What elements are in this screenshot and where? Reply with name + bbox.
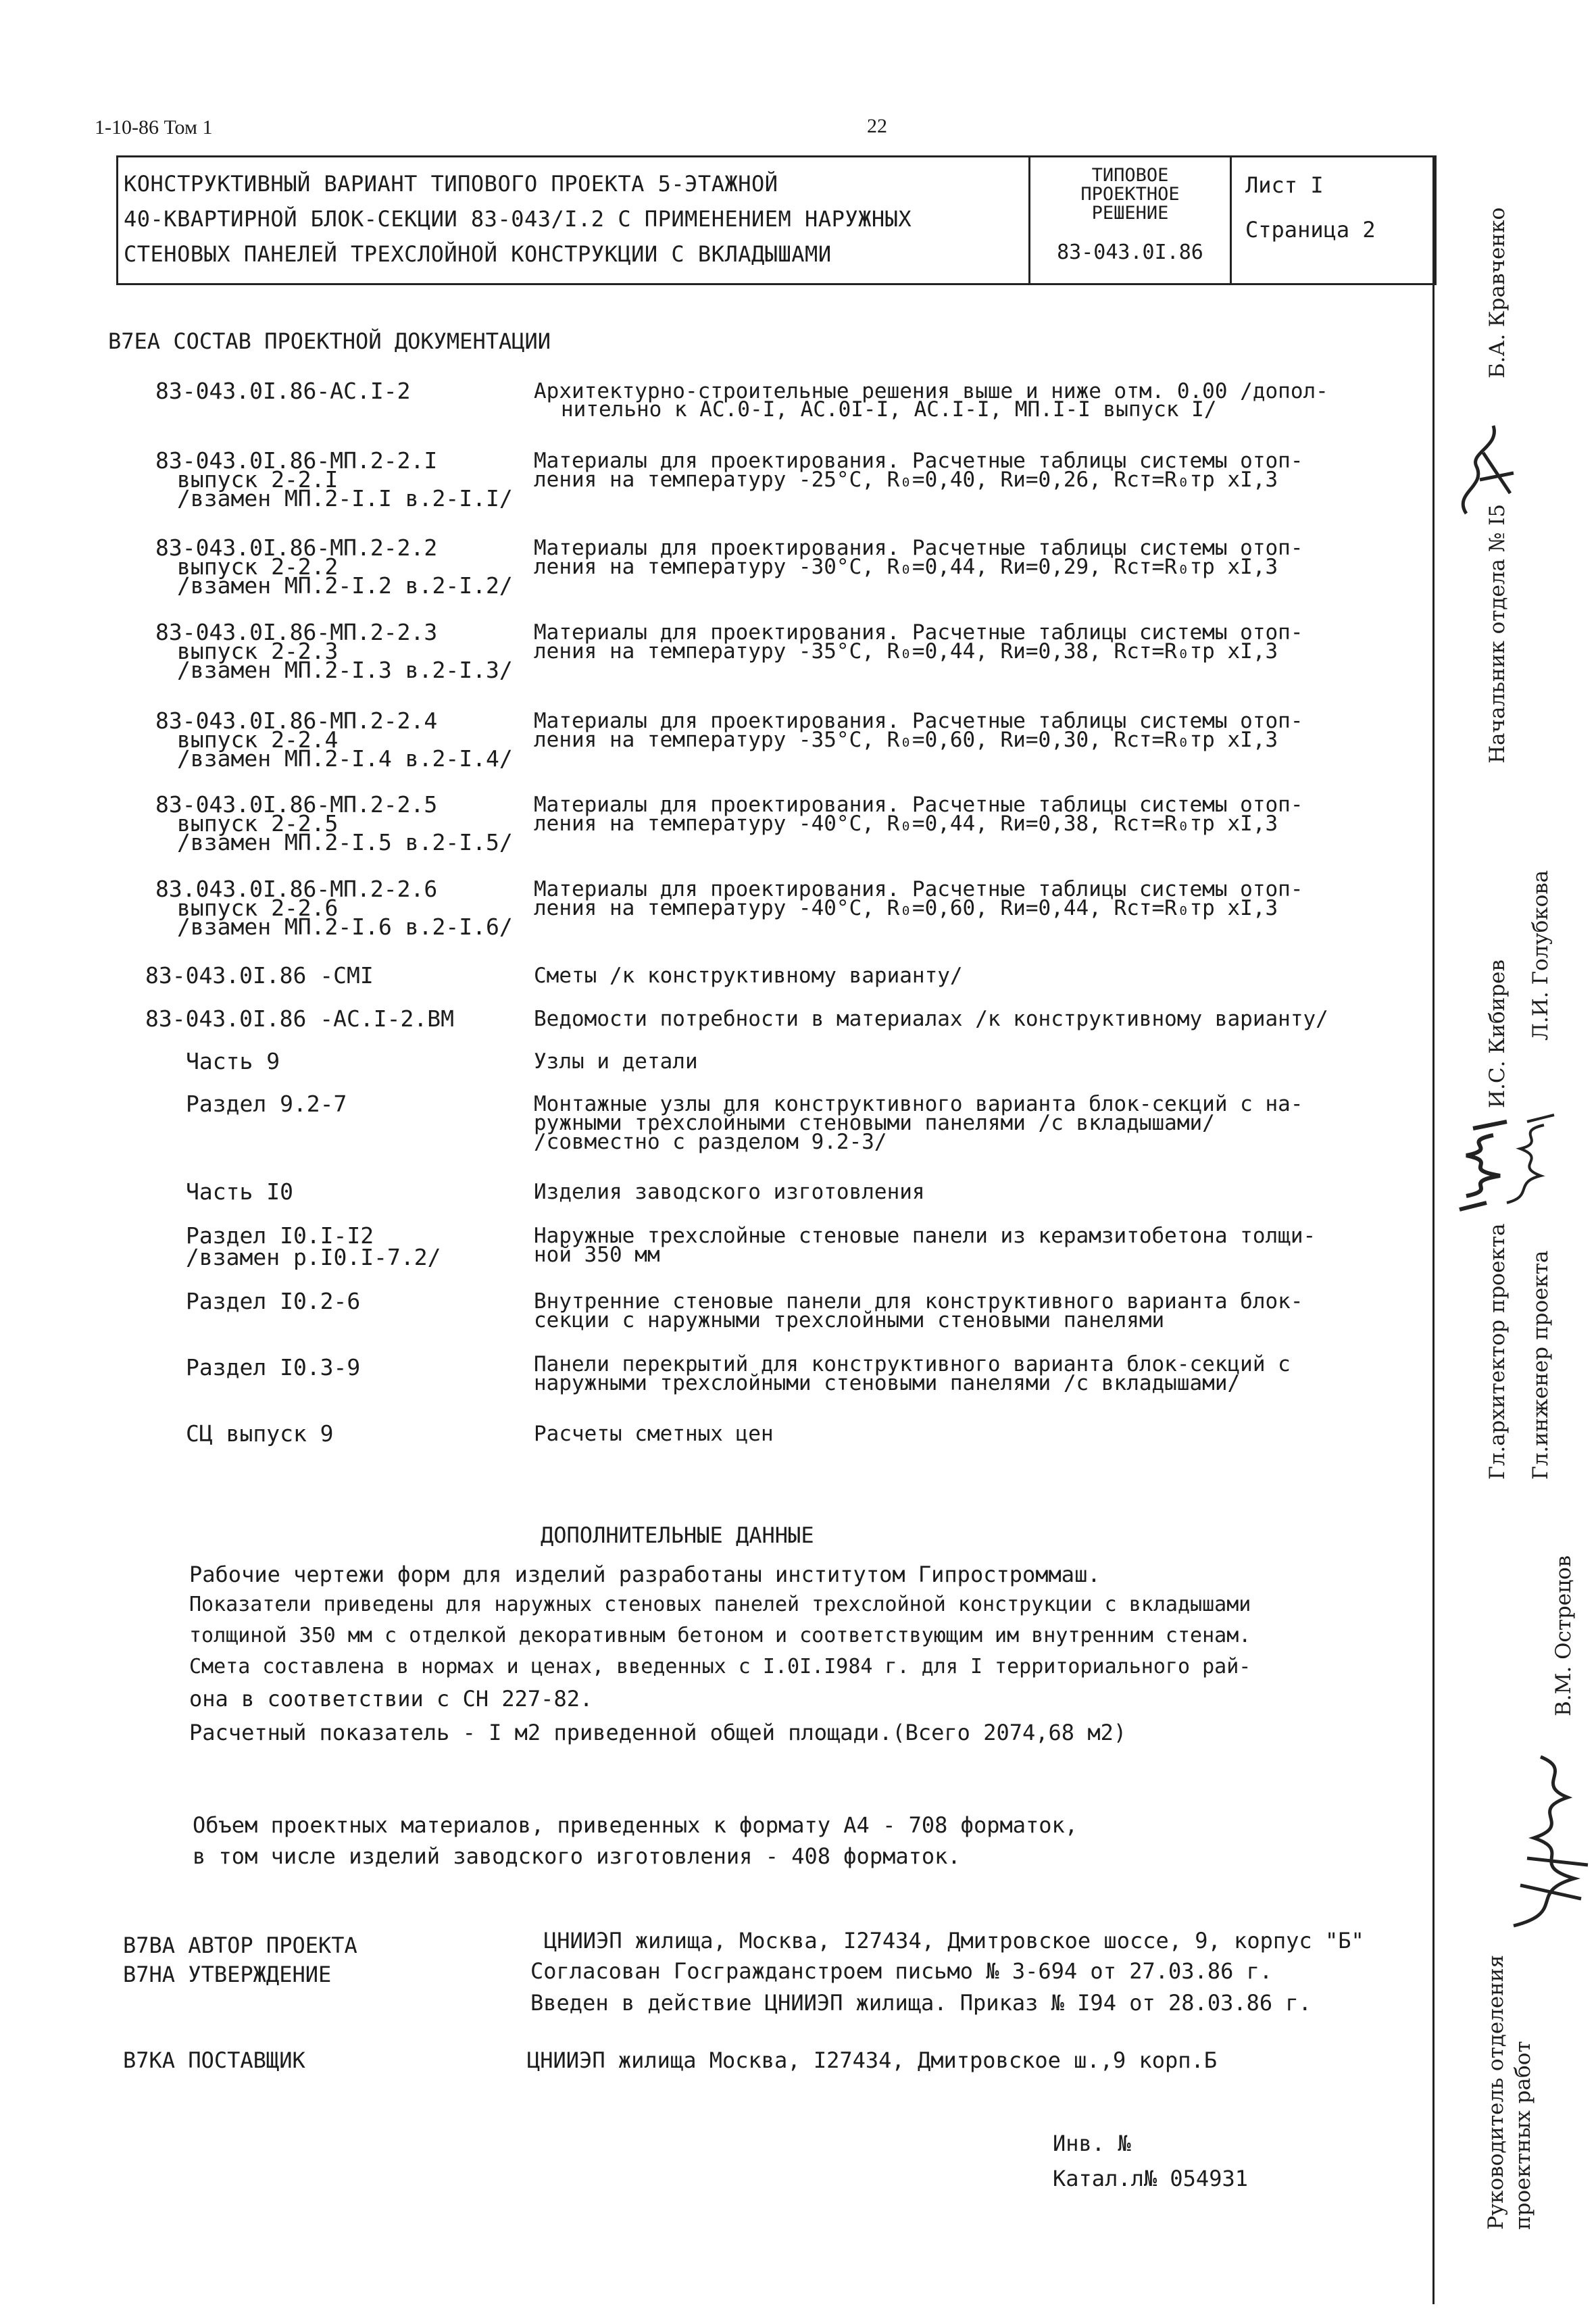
- entry-desc: ления на температуру -35°С, R₀=0,44, Rи=0,38, Rст=R₀тр xI,3: [534, 639, 1278, 664]
- entry-desc: Внутренние стеновые панели для конструктивного варианта блок-: [534, 1289, 1303, 1314]
- chief-architect-name: И.С. Кибирев: [1485, 960, 1510, 1108]
- entry-desc: ления на температуру -40°С, R₀=0,60, Rи=0,44, Rст=R₀тр xI,3: [534, 896, 1278, 920]
- additional-line: Показатели приведены для наружных стеновых панелей трехслойной конструкции с вкладышами: [189, 1593, 1251, 1616]
- entry-code: СЦ выпуск 9: [186, 1420, 334, 1447]
- entry-desc: наружными трехслойными стеновыми панелями /с вкладышами/: [534, 1371, 1241, 1395]
- additional-line: Рабочие чертежи форм для изделий разработаны институтом Гипростроммаш.: [189, 1562, 1101, 1587]
- additional-line: она в соответствии с СН 227-82.: [189, 1686, 593, 1712]
- approval-label: В7НА УТВЕРЖДЕНИЕ: [123, 1962, 332, 1987]
- head-of-dept-name: Б.А. Кравченко: [1485, 207, 1510, 378]
- chief-architect-label: Гл.архитектор проекта: [1485, 1223, 1510, 1480]
- type-code: 83-043.0I.86: [1057, 241, 1203, 264]
- entry-code: 83-043.0I.86-МП.2-2.3: [155, 619, 438, 645]
- type-label: ПРОЕКТНОЕ: [1080, 184, 1180, 205]
- section-title: В7ЕА СОСТАВ ПРОЕКТНОЙ ДОКУМЕНТАЦИИ: [108, 328, 551, 354]
- chief-engineer-label: Гл.инженер проекта: [1528, 1250, 1553, 1480]
- entry-code: выпуск 2-2.2: [177, 553, 339, 580]
- entry-code: 83-043.0I.86-МП.2-2.4: [155, 707, 438, 734]
- entry-desc: Узлы и детали: [534, 1049, 698, 1074]
- entry-desc: Изделия заводского изготовления: [534, 1180, 925, 1204]
- entry-desc: Ведомости потребности в материалах /к конструктивному варианту/: [534, 1007, 1328, 1031]
- entry-code: Раздел I0.2-6: [186, 1288, 361, 1314]
- volume-line: в том числе изделий заводского изготовления - 408 форматок.: [193, 1843, 961, 1869]
- additional-title: ДОПОЛНИТЕЛЬНЫЕ ДАННЫЕ: [541, 1522, 814, 1548]
- department-head-name: В.М. Острецов: [1551, 1555, 1576, 1716]
- entry-code: Часть 9: [186, 1048, 280, 1074]
- entry-code: /взамен МП.2-I.I в.2-I.I/: [177, 485, 513, 512]
- entry-code: выпуск 2-2.5: [177, 810, 339, 837]
- entry-desc: Материалы для проектирования. Расчетные таблицы системы отоп-: [534, 620, 1303, 645]
- entry-code: выпуск 2-2.4: [177, 726, 339, 753]
- entry-desc: ления на температуру -25°С, R₀=0,40, Rи=0,26, Rст=R₀тр xI,3: [534, 468, 1278, 492]
- entry-desc: Панели перекрытий для конструктивного варианта блок-секций с: [534, 1352, 1291, 1376]
- signature-head-of-dept: [1446, 412, 1527, 520]
- volume-line: Объем проектных материалов, приведенных к формату А4 - 708 форматок,: [193, 1812, 1078, 1838]
- entry-desc: Материалы для проектирования. Расчетные таблицы системы отоп-: [534, 536, 1303, 560]
- entry-code: /взамен МП.2-I.6 в.2-I.6/: [177, 914, 513, 940]
- project-title: [118, 157, 1030, 283]
- entry-code: Раздел 9.2-7: [186, 1091, 347, 1117]
- entry-desc: ружными трехслойными стеновыми панелями /с вкладышами/: [534, 1111, 1215, 1135]
- entry-desc: ления на температуру -40°С, R₀=0,44, Rи=0,38, Rст=R₀тр xI,3: [534, 812, 1278, 836]
- entry-code: Раздел I0.3-9: [186, 1354, 361, 1380]
- entry-desc: Материалы для проектирования. Расчетные таблицы системы отоп-: [534, 877, 1303, 901]
- entry-code: /взамен МП.2-I.2 в.2-I.2/: [177, 572, 513, 599]
- title-line: 40-КВАРТИРНОЙ БЛОК-СЕКЦИИ 83-043/I.2 С ПРИМЕНЕНИЕМ НАРУЖНЫХ: [124, 206, 912, 232]
- entry-code: /взамен МП.2-I.3 в.2-I.3/: [177, 657, 513, 683]
- entry-code: /взамен р.I0.I-7.2/: [186, 1244, 441, 1270]
- department-head-label: Руководитель отделения: [1484, 1954, 1508, 2230]
- inventory-number: Инв. №: [1053, 2131, 1131, 2156]
- entry-desc: Материалы для проектирования. Расчетные таблицы системы отоп-: [534, 709, 1303, 733]
- approval-text: Согласован Госгражданстроем письмо № 3-694 от 27.03.86 г.: [530, 1958, 1273, 1984]
- entry-desc: нительно к АС.0-I, АС.0I-I, АС.I-I, МП.I-I выпуск I/: [561, 397, 1217, 422]
- entry-code: 83-043.0I.86-МП.2-2.2: [155, 534, 438, 561]
- sidebar-divider: [1432, 155, 1435, 2304]
- entry-code: выпуск 2-2.3: [177, 638, 339, 664]
- entry-desc: ления на температуру -35°С, R₀=0,60, Rи=0,30, Rст=R₀тр xI,3: [534, 728, 1278, 752]
- title-line: КОНСТРУКТИВНЫЙ ВАРИАНТ ТИПОВОГО ПРОЕКТА 5-ЭТАЖНОЙ: [124, 171, 778, 197]
- entry-desc: Архитектурно-строительные решения выше и ниже отм. 0.00 /допол-: [534, 379, 1328, 403]
- page-label: Страница 2: [1245, 217, 1376, 243]
- entry-code: 83-043.0I.86-МП.2-2.I: [155, 447, 438, 474]
- catalog-number: Катал.л№ 054931: [1053, 2166, 1248, 2191]
- entry-desc: секции с наружными трехслойными стеновыми панелями: [534, 1308, 1165, 1333]
- signature-chief-engineer: [1493, 1108, 1568, 1210]
- signature-department-head: [1500, 1730, 1595, 1933]
- entry-code: 83-043.0I.86 -СМI: [145, 962, 374, 989]
- entry-code: 83.043.0I.86-МП.2-2.6: [155, 876, 438, 902]
- type-label: РЕШЕНИЕ: [1091, 203, 1169, 224]
- additional-line: Смета составлена в нормах и ценах, введенных с I.0I.I984 г. для I территориального рай-: [189, 1655, 1251, 1678]
- sheet-label: Лист I: [1245, 172, 1324, 198]
- department-head-label: проектных работ: [1511, 2041, 1535, 2230]
- entry-code: выпуск 2-2.I: [177, 466, 339, 493]
- entry-desc: Материалы для проектирования. Расчетные таблицы системы отоп-: [534, 793, 1303, 817]
- entry-code: Часть I0: [186, 1178, 293, 1205]
- entry-desc: ления на температуру -30°С, R₀=0,44, Rи=0,29, Rст=R₀тр xI,3: [534, 555, 1278, 579]
- solution-type-cell: [1030, 157, 1232, 283]
- entry-code: Раздел I0.I-I2: [186, 1222, 374, 1249]
- entry-code: /взамен МП.2-I.4 в.2-I.4/: [177, 745, 513, 772]
- entry-code: 83-043.0I.86-АС.I-2: [155, 378, 411, 404]
- sheet-cell: [1232, 157, 1435, 283]
- entry-code: 83-043.0I.86-МП.2-2.5: [155, 791, 438, 818]
- chief-engineer-name: Л.И. Голубкова: [1528, 870, 1553, 1041]
- entry-code: выпуск 2-2.6: [177, 895, 339, 921]
- type-label: ТИПОВОЕ: [1091, 165, 1169, 186]
- author-label: В7ВА АВТОР ПРОЕКТА: [123, 1933, 357, 1958]
- entry-desc: Расчеты сметных цен: [534, 1422, 774, 1446]
- additional-line: Расчетный показатель - I м2 приведенной общей площади.(Всего 2074,68 м2): [189, 1720, 1127, 1745]
- entry-desc: ной 350 мм: [534, 1243, 660, 1267]
- supplier-text: ЦНИИЭП жилища Москва, I27434, Дмитровское ш.,9 корп.Б: [527, 2047, 1218, 2073]
- entry-desc: Сметы /к конструктивному варианту/: [534, 964, 963, 988]
- supplier-label: В7КА ПОСТАВЩИК: [123, 2047, 305, 2073]
- document-code: 1-10-86 Том 1: [95, 116, 213, 139]
- entry-code: /взамен МП.2-I.5 в.2-I.5/: [177, 829, 513, 855]
- page-number: 22: [867, 115, 887, 137]
- head-of-dept-label: Начальник отдела № I5: [1485, 503, 1510, 764]
- entry-desc: Материалы для проектирования. Расчетные таблицы системы отоп-: [534, 449, 1303, 473]
- entry-desc: Наружные трехслойные стеновые панели из керамзитобетона толщи-: [534, 1224, 1316, 1248]
- title-block: [116, 155, 1437, 285]
- entry-code: 83-043.0I.86 -АС.I-2.ВМ: [145, 1005, 454, 1032]
- additional-line: толщиной 350 мм с отделкой декоративным бетоном и соответствующим им внутренним стенам.: [189, 1624, 1251, 1647]
- title-line: СТЕНОВЫХ ПАНЕЛЕЙ ТРЕХСЛОЙНОЙ КОНСТРУКЦИИ С ВКЛАДЫШАМИ: [124, 241, 832, 267]
- entry-desc: Монтажные узлы для конструктивного варианта блок-секций с на-: [534, 1092, 1303, 1116]
- entry-desc: /совместно с разделом 9.2-3/: [534, 1130, 887, 1154]
- author-text: ЦНИИЭП жилища, Москва, I27434, Дмитровское шоссе, 9, корпус "Б": [544, 1928, 1364, 1953]
- approval-text: Введен в действие ЦНИИЭП жилища. Приказ № I94 от 28.03.86 г.: [530, 1990, 1312, 2016]
